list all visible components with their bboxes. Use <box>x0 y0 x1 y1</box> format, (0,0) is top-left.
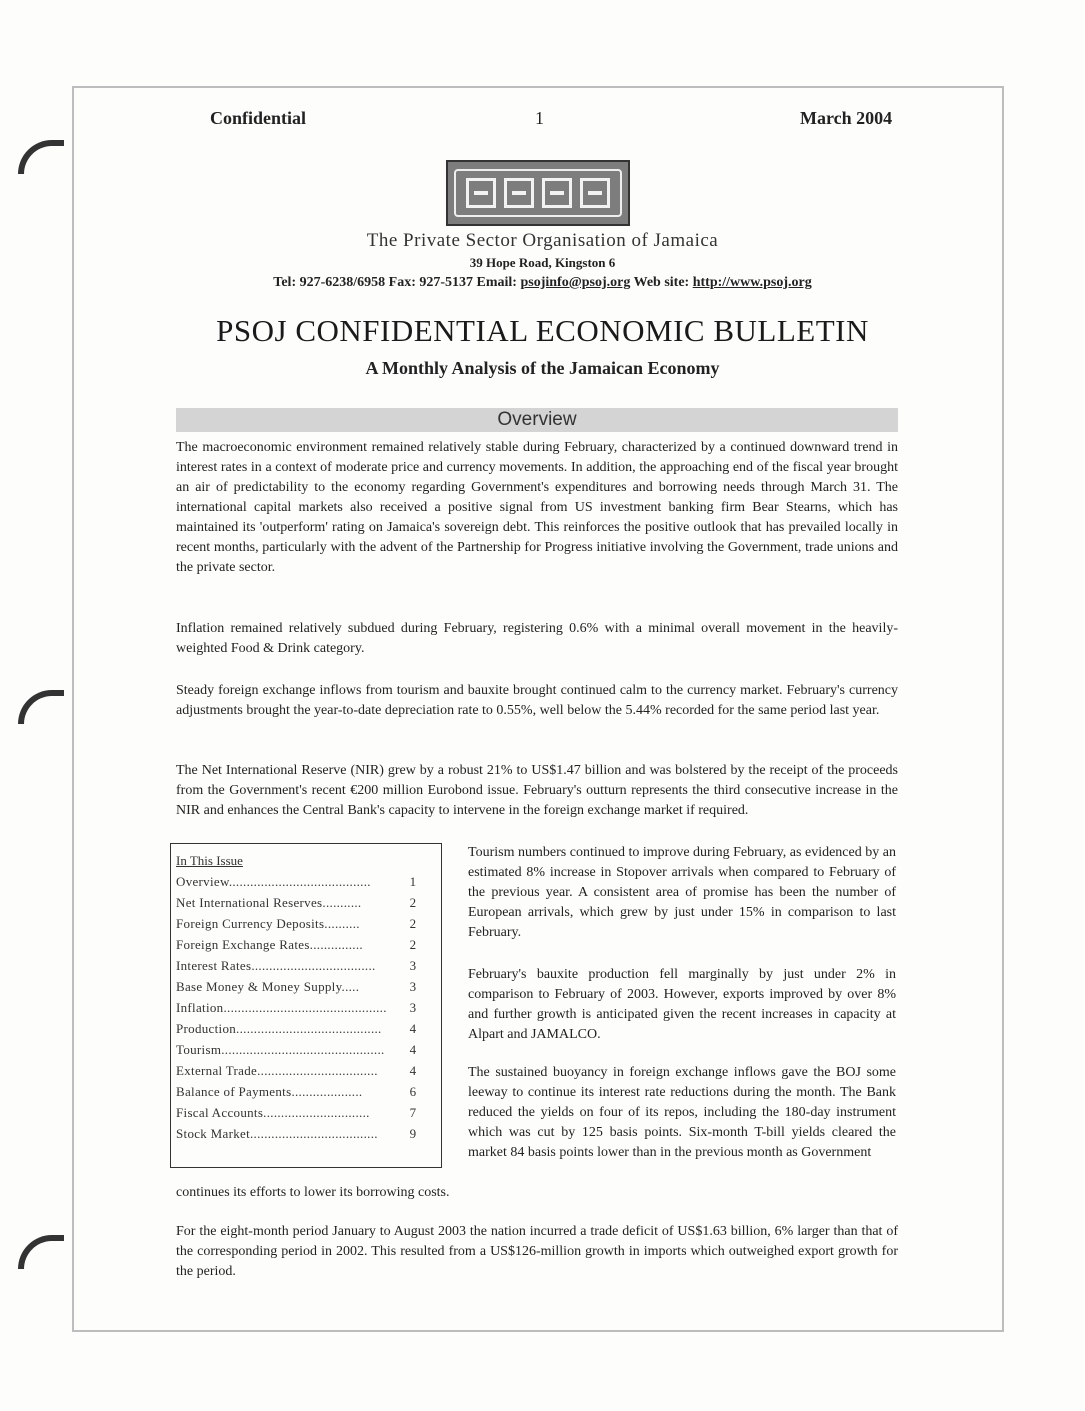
toc-item <box>176 997 441 1018</box>
confidential-label: Confidential <box>210 108 307 128</box>
toc-item-label: Foreign Exchange Rates............... <box>176 937 363 952</box>
paragraph-fx: Steady foreign exchange inflows from tourism and bauxite brought continued calm to the currency market. February's currency adjustments brought the year-to-date depreciation rate to 0.55%, well below the 5.44% recorded for the same period last year. <box>176 683 898 718</box>
toc-heading: In This Issue <box>176 853 243 868</box>
paragraph-inflation: Inflation remained relatively subdued during February, registering 0.6% with a minimal overall movement in the heavily-weighted Food & Drink category. <box>176 621 898 656</box>
binder-hole <box>18 690 64 724</box>
toc-item <box>176 1123 441 1144</box>
bulletin-title: PSOJ CONFIDENTIAL ECONOMIC BULLETIN <box>216 313 869 348</box>
issue-date: March 2004 <box>800 108 893 128</box>
toc-item-label: Balance of Payments.................... <box>176 1084 363 1099</box>
toc-item-label: Interest Rates................................... <box>176 958 376 973</box>
toc-item-label: Production......................................... <box>176 1021 382 1036</box>
toc-item-page: 7 <box>409 1105 417 1120</box>
paragraph-interest-end: continues its efforts to lower its borrowing costs. <box>176 1185 450 1200</box>
toc-item <box>176 955 441 976</box>
toc-item <box>176 934 441 955</box>
toc-item-label: Base Money & Money Supply..... <box>176 979 360 994</box>
contact-line: Tel: 927-6238/6958 Fax: 927-5137 Email: psojinfo@psoj.org Web site: http://www.psoj.org <box>273 275 812 290</box>
binder-hole <box>18 140 64 174</box>
toc-item-page: 3 <box>409 979 417 994</box>
toc-item-label: External Trade.................................. <box>176 1063 378 1078</box>
toc-item-label: Net International Reserves........... <box>176 895 362 910</box>
toc-item-page: 6 <box>409 1084 417 1099</box>
organisation-name: The Private Sector Organisation of Jamaica <box>366 230 719 251</box>
toc-item <box>176 1102 441 1123</box>
toc-item-page: 9 <box>409 1126 417 1141</box>
toc-item-label: Overview........................................ <box>176 874 371 889</box>
overview-heading: Overview <box>176 408 898 432</box>
organisation-address: 39 Hope Road, Kingston 6 <box>469 255 616 270</box>
toc-item-label: Inflation.............................................. <box>176 1000 387 1015</box>
in-this-issue-box <box>170 843 442 1168</box>
toc-item <box>176 892 441 913</box>
toc-item-page: 2 <box>409 916 417 931</box>
toc-item-label: Tourism.............................................. <box>176 1042 385 1057</box>
toc-item-label: Stock Market.................................... <box>176 1126 378 1141</box>
bulletin-subtitle: A Monthly Analysis of the Jamaican Economy <box>365 358 720 378</box>
toc-item-page: 3 <box>409 1000 417 1015</box>
toc-item-page: 4 <box>409 1063 417 1078</box>
toc-item-page: 1 <box>409 874 417 889</box>
email-link[interactable]: psojinfo@psoj.org <box>520 275 631 290</box>
paragraph-bauxite: February's bauxite production fell marginally by just under 2% in comparison to February of 2003. However, exports improved by over 8% and further growth is anticipated given the recent increases in capacity at Alpart and JAMALCO. <box>468 967 896 1042</box>
toc-item <box>176 976 441 997</box>
toc-item-page: 4 <box>409 1021 417 1036</box>
paragraph-nir: The Net International Reserve (NIR) grew by a robust 21% to US$1.47 billion and was bolstered by the receipt of the proceeds from the Government's recent €200 million Eurobond issue. February's outturn represents the third consecutive increase in the NIR and enhances the Central Bank's capacity to intervene in the foreign exchange market if required. <box>176 763 898 818</box>
toc-item <box>176 1018 441 1039</box>
toc-item-page: 3 <box>409 958 417 973</box>
page-number: 1 <box>535 108 544 128</box>
toc-item <box>176 871 441 892</box>
paragraph-trade: For the eight-month period January to August 2003 the nation incurred a trade deficit of US$1.63 billion, 6% larger than that of the corresponding period in 2002. This resulted from a US$126-million growth in imports which outweighed export growth for the period. <box>176 1224 898 1279</box>
psoj-logo <box>446 160 630 226</box>
toc-item <box>176 1081 441 1102</box>
toc-item-page: 2 <box>409 895 417 910</box>
toc-item-page: 4 <box>409 1042 417 1057</box>
toc-item-page: 2 <box>409 937 417 952</box>
toc-item <box>176 913 441 934</box>
paragraph-tourism: Tourism numbers continued to improve during February, as evidenced by an estimated 8% increase in Stopover arrivals when compared to February of the previous year. A consistent area of promise has been the number of European arrivals, which grew by just under 15% in comparison to last February. <box>468 845 896 940</box>
toc-item-label: Fiscal Accounts.............................. <box>176 1105 370 1120</box>
toc-item <box>176 1039 441 1060</box>
toc-item-label: Foreign Currency Deposits.......... <box>176 916 360 931</box>
binder-hole <box>18 1235 64 1269</box>
toc-item <box>176 1060 441 1081</box>
paragraph-interest: The sustained buoyancy in foreign exchange inflows gave the BOJ some leeway to continue its interest rate reductions during the month. The Bank reduced the yields on four of its repos, including the 180-day instrument which was cut by 125 basis points. Six-month T-bill yields cleared the market 84 basis points lower than in the previous month as Government <box>468 1065 896 1160</box>
website-link[interactable]: http://www.psoj.org <box>692 275 812 290</box>
paragraph-macro: The macroeconomic environment remained relatively stable during February, characterized by a continued downward trend in interest rates in a context of moderate price and currency movements. In addition, the approaching end of the fiscal year brought an air of predictability to the economy regarding Government's expenditures and borrowing needs through March 31. The international capital markets also received a positive signal from US investment banking firm Bear Stearns, which has maintained its 'outperform' rating on Jamaica's sovereign debt. This reinforces the positive outlook that has prevailed locally in recent months, particularly with the advent of the Partnership for Progress initiative involving the Government, trade unions and the private sector. <box>176 440 898 575</box>
